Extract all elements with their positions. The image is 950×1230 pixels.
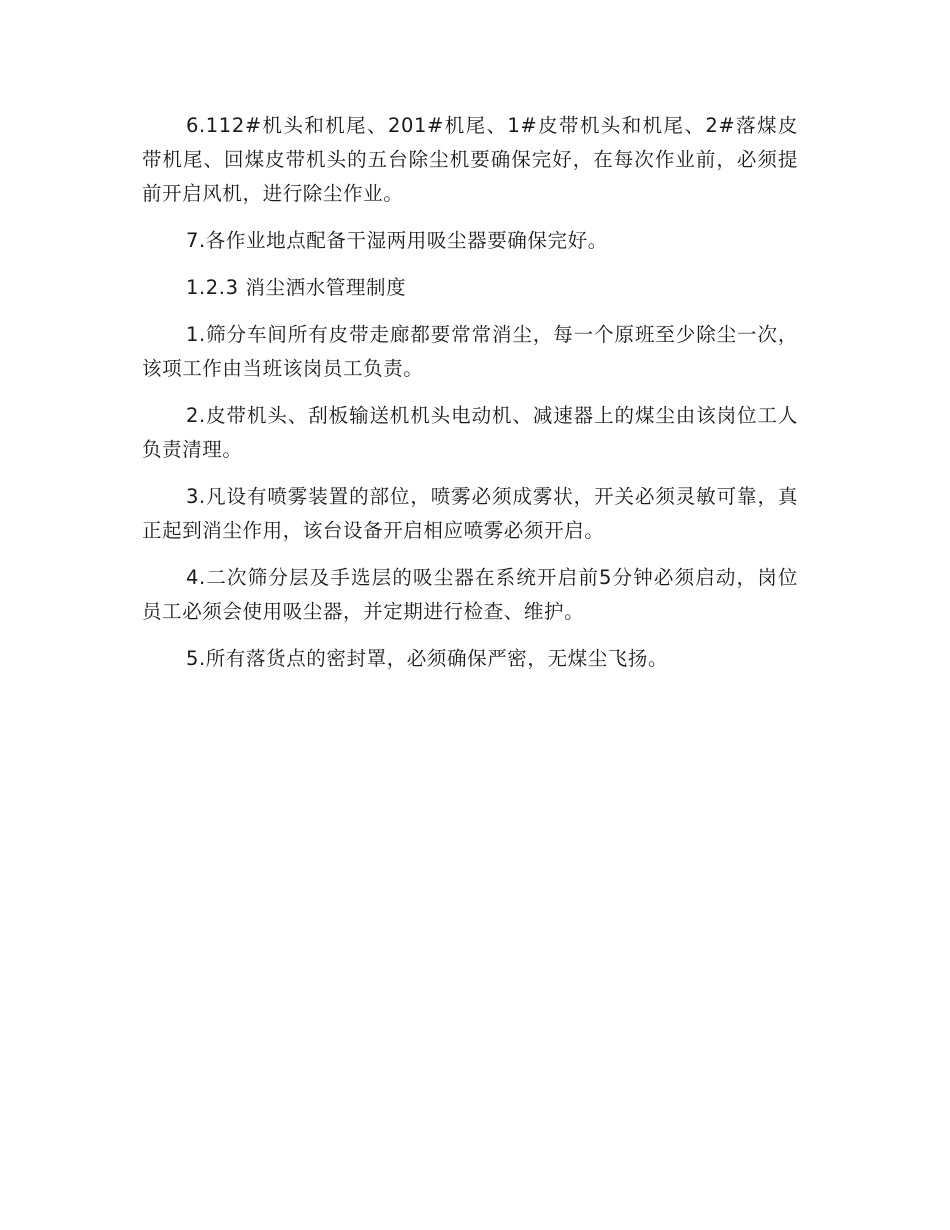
- section-paragraph-1: 1.筛分车间所有皮带走廊都要常常消尘，每一个原班至少除尘一次，该项工作由当班该岗员工负责。: [142, 323, 798, 380]
- section-paragraph-4: 4.二次筛分层及手选层的吸尘器在系统开启前5分钟必须启动，岗位员工必须会使用吸尘器，并定期进行检查、维护。: [142, 566, 798, 623]
- section-paragraph-2: 2.皮带机头、刮板输送机机头电动机、减速器上的煤尘由该岗位工人负责清理。: [142, 404, 798, 461]
- section-paragraph-5: 5.所有落货点的密封罩，必须确保严密，无煤尘飞扬。: [186, 647, 669, 670]
- paragraph-6: 6.112#机头和机尾、201#机尾、1#皮带机头和机尾、2#落煤皮带机尾、回煤皮带机头的五台除尘机要确保完好，在每次作业前，必须提前开启风机，进行除尘作业。: [142, 114, 798, 205]
- section-paragraph-3: 3.凡设有喷雾装置的部位，喷雾必须成雾状，开关必须灵敏可靠，真正起到消尘作用，该台设备开启相应喷雾必须开启。: [142, 485, 798, 542]
- section-heading: 1.2.3 消尘洒水管理制度: [186, 276, 407, 299]
- document-body: [142, 109, 798, 689]
- paragraph-7: 7.各作业地点配备干湿两用吸尘器要确保完好。: [186, 229, 608, 252]
